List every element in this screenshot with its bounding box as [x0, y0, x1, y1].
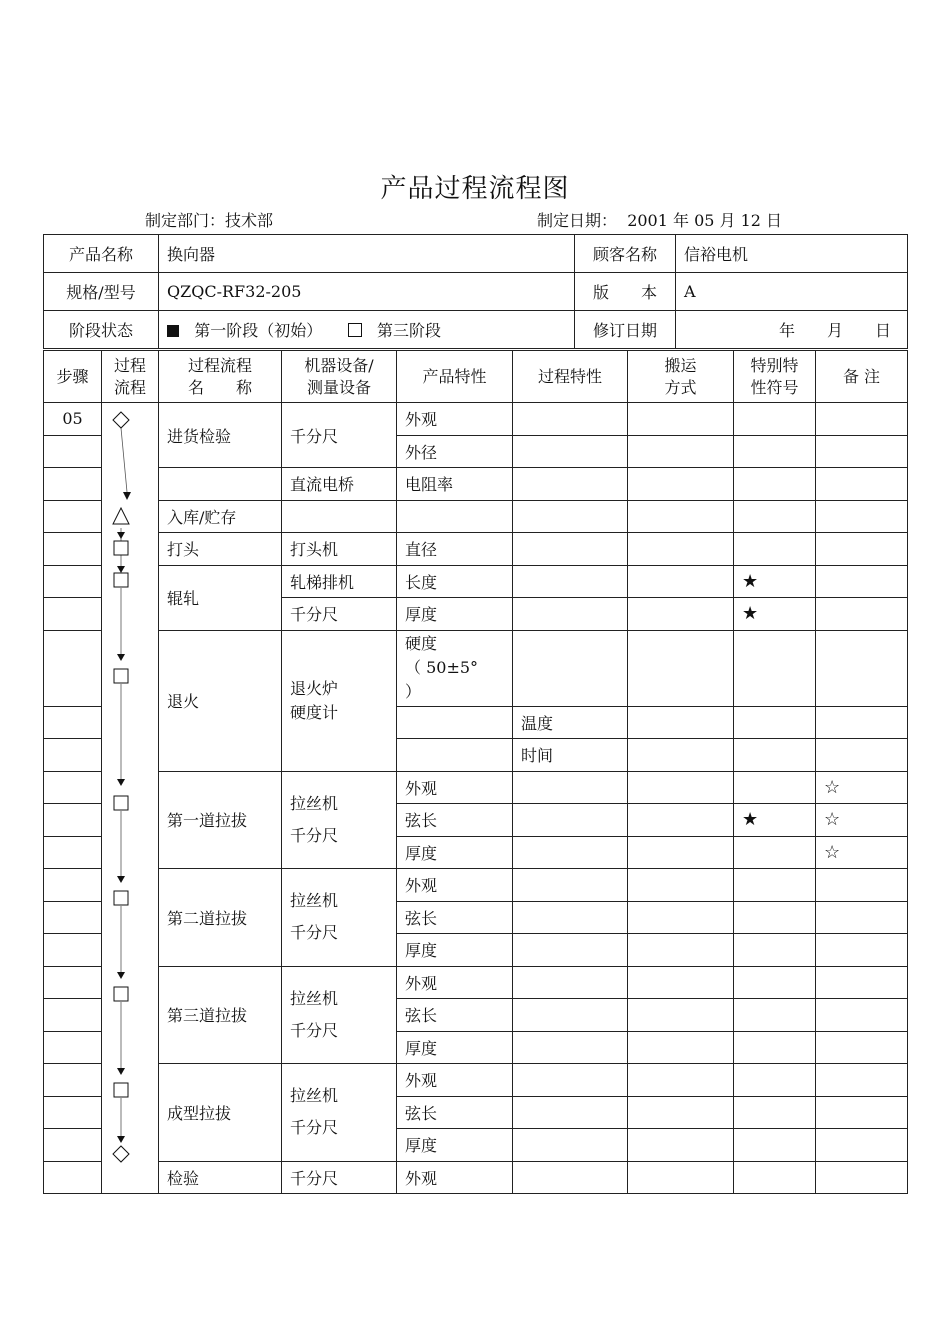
process-char	[513, 468, 628, 501]
equipment: 拉丝机 千分尺	[282, 869, 397, 967]
product-char: 厚度	[397, 598, 513, 631]
remark	[816, 966, 908, 999]
product-char: 厚度	[397, 934, 513, 967]
transport	[628, 739, 734, 772]
step-name: 入库/贮存	[159, 500, 282, 533]
product-char: 外观	[397, 403, 513, 436]
date-value: 2001 年 05 月 12 日	[627, 211, 783, 230]
equipment: 千分尺	[282, 403, 397, 468]
remark-open-star-icon: ☆	[816, 771, 908, 804]
special	[734, 403, 816, 436]
table-row	[44, 1064, 908, 1097]
special	[734, 630, 816, 706]
checked-box-icon	[167, 325, 179, 337]
remark	[816, 901, 908, 934]
process-char	[513, 934, 628, 967]
step-number	[44, 565, 102, 598]
special	[734, 500, 816, 533]
product-name-label: 产品名称	[44, 235, 159, 273]
version-label: 版 本	[575, 273, 676, 311]
transport	[628, 934, 734, 967]
transport	[628, 1161, 734, 1194]
special	[734, 1161, 816, 1194]
step-number	[44, 1064, 102, 1097]
customer-label: 顾客名称	[575, 235, 676, 273]
header-row-product	[44, 235, 908, 273]
table-row	[44, 1161, 908, 1194]
step-number	[44, 500, 102, 533]
product-char: 厚度	[397, 1031, 513, 1064]
step-name: 第二道拉拔	[159, 869, 282, 967]
step-number	[44, 934, 102, 967]
step-name: 退火	[159, 630, 282, 771]
process-char	[513, 1096, 628, 1129]
transport	[628, 999, 734, 1032]
equipment: 拉丝机 千分尺	[282, 1064, 397, 1162]
transport	[628, 403, 734, 436]
table-row	[44, 966, 908, 999]
transport	[628, 836, 734, 869]
transport	[628, 598, 734, 631]
product-char: 外观	[397, 869, 513, 902]
product-char: 弦长	[397, 1096, 513, 1129]
process-char	[513, 869, 628, 902]
table-row	[44, 500, 908, 533]
special	[734, 1064, 816, 1097]
transport	[628, 869, 734, 902]
step-number	[44, 533, 102, 566]
remark	[816, 1161, 908, 1194]
equipment: 拉丝机 千分尺	[282, 966, 397, 1064]
version-value: A	[676, 273, 908, 311]
product-char	[397, 500, 513, 533]
stage-first: 第一阶段（初始）	[194, 321, 323, 340]
flow-column	[102, 403, 159, 1194]
process-char	[513, 1129, 628, 1162]
spec-label: 规格/型号	[44, 273, 159, 311]
remark	[816, 533, 908, 566]
table-row	[44, 468, 908, 501]
step-number	[44, 468, 102, 501]
dept-label: 制定部门：技术部	[145, 211, 274, 230]
product-char: 硬度 （ 50±5° ）	[397, 630, 513, 706]
transport	[628, 771, 734, 804]
process-char	[513, 1161, 628, 1194]
process-char	[513, 836, 628, 869]
special	[734, 1096, 816, 1129]
product-char	[397, 706, 513, 739]
process-char	[513, 403, 628, 436]
remark	[816, 934, 908, 967]
remark	[816, 630, 908, 706]
unchecked-box-icon	[348, 323, 362, 337]
table-row	[44, 771, 908, 804]
product-char: 外径	[397, 435, 513, 468]
table-row	[44, 630, 908, 706]
product-char: 直径	[397, 533, 513, 566]
step-number	[44, 804, 102, 837]
remark	[816, 435, 908, 468]
transport	[628, 1129, 734, 1162]
step-number: 05	[44, 403, 102, 436]
equipment: 千分尺	[282, 598, 397, 631]
process-char	[513, 901, 628, 934]
process-table	[43, 350, 908, 1194]
equipment: 退火炉 硬度计	[282, 630, 397, 771]
step-number	[44, 739, 102, 772]
col-step: 步骤	[44, 351, 102, 403]
special	[734, 836, 816, 869]
process-char: 温度	[513, 706, 628, 739]
step-name: 进货检验	[159, 403, 282, 468]
col-equip: 机器设备/ 测量设备	[282, 351, 397, 403]
step-number	[44, 598, 102, 631]
transport	[628, 533, 734, 566]
transport	[628, 901, 734, 934]
step-number	[44, 836, 102, 869]
col-name: 过程流程 名 称	[159, 351, 282, 403]
remark	[816, 706, 908, 739]
step-number	[44, 771, 102, 804]
product-char: 外观	[397, 1161, 513, 1194]
transport	[628, 1096, 734, 1129]
remark	[816, 1096, 908, 1129]
transport	[628, 966, 734, 999]
product-char: 弦长	[397, 999, 513, 1032]
special	[734, 934, 816, 967]
special	[734, 468, 816, 501]
step-name: 检验	[159, 1161, 282, 1194]
special-star-icon: ★	[734, 598, 816, 631]
equipment: 轧梯排机	[282, 565, 397, 598]
process-char	[513, 1064, 628, 1097]
process-char	[513, 598, 628, 631]
product-char: 长度	[397, 565, 513, 598]
step-number	[44, 630, 102, 706]
product-char: 电阻率	[397, 468, 513, 501]
remark	[816, 999, 908, 1032]
special	[734, 533, 816, 566]
column-header-row	[44, 351, 908, 403]
date-label	[537, 208, 782, 231]
special	[734, 706, 816, 739]
page-title: 产品过程流程图	[380, 174, 570, 204]
product-char: 厚度	[397, 1129, 513, 1162]
col-product-char: 产品特性	[397, 351, 513, 403]
step-number	[44, 1096, 102, 1129]
table-row	[44, 869, 908, 902]
header-table	[43, 234, 908, 349]
step-number	[44, 999, 102, 1032]
special	[734, 739, 816, 772]
step-name	[159, 468, 282, 501]
product-char: 外观	[397, 1064, 513, 1097]
process-char	[513, 533, 628, 566]
stage-value	[159, 311, 575, 349]
transport	[628, 565, 734, 598]
process-char	[513, 771, 628, 804]
remark	[816, 1031, 908, 1064]
revision-date: 年 月 日	[676, 311, 908, 349]
remark	[816, 565, 908, 598]
equipment: 打头机	[282, 533, 397, 566]
remark	[816, 739, 908, 772]
product-char: 弦长	[397, 901, 513, 934]
spec-value: QZQC-RF32-205	[159, 273, 575, 311]
transport	[628, 468, 734, 501]
step-number	[44, 435, 102, 468]
special	[734, 771, 816, 804]
product-char: 外观	[397, 966, 513, 999]
special	[734, 901, 816, 934]
process-char	[513, 630, 628, 706]
date-label-text: 制定日期：	[537, 211, 618, 230]
special	[734, 435, 816, 468]
step-number	[44, 966, 102, 999]
special	[734, 1031, 816, 1064]
header-row-spec	[44, 273, 908, 311]
process-char	[513, 565, 628, 598]
header-row-stage	[44, 311, 908, 349]
stage-third: 第三阶段	[376, 321, 441, 340]
col-process-char: 过程特性	[513, 351, 628, 403]
process-char	[513, 435, 628, 468]
col-special: 特别特 性符号	[734, 351, 816, 403]
process-char	[513, 1031, 628, 1064]
remark	[816, 1064, 908, 1097]
step-number	[44, 869, 102, 902]
table-row	[44, 403, 908, 436]
transport	[628, 435, 734, 468]
customer-value: 信裕电机	[676, 235, 908, 273]
table-row	[44, 565, 908, 598]
special	[734, 1129, 816, 1162]
product-char	[397, 739, 513, 772]
equipment: 千分尺	[282, 1161, 397, 1194]
step-number	[44, 1129, 102, 1162]
remark	[816, 598, 908, 631]
special	[734, 966, 816, 999]
col-flow: 过程 流程	[102, 351, 159, 403]
col-remark: 备 注	[816, 351, 908, 403]
table-row	[44, 533, 908, 566]
remark-open-star-icon: ☆	[816, 804, 908, 837]
product-char: 厚度	[397, 836, 513, 869]
process-char	[513, 500, 628, 533]
step-number	[44, 706, 102, 739]
product-char: 弦长	[397, 804, 513, 837]
product-char: 外观	[397, 771, 513, 804]
step-name: 打头	[159, 533, 282, 566]
equipment: 拉丝机 千分尺	[282, 771, 397, 869]
special-star-icon: ★	[734, 804, 816, 837]
remark	[816, 500, 908, 533]
transport	[628, 1031, 734, 1064]
step-number	[44, 1031, 102, 1064]
transport	[628, 630, 734, 706]
process-char: 时间	[513, 739, 628, 772]
step-number	[44, 1161, 102, 1194]
special	[734, 999, 816, 1032]
step-name: 第三道拉拔	[159, 966, 282, 1064]
equipment: 直流电桥	[282, 468, 397, 501]
step-name: 辊轧	[159, 565, 282, 630]
remark-open-star-icon: ☆	[816, 836, 908, 869]
transport	[628, 500, 734, 533]
remark	[816, 403, 908, 436]
process-char	[513, 966, 628, 999]
transport	[628, 1064, 734, 1097]
process-char	[513, 804, 628, 837]
transport	[628, 804, 734, 837]
remark	[816, 468, 908, 501]
remark	[816, 1129, 908, 1162]
step-number	[44, 901, 102, 934]
remark	[816, 869, 908, 902]
step-name: 成型拉拔	[159, 1064, 282, 1162]
transport	[628, 706, 734, 739]
revision-label: 修订日期	[575, 311, 676, 349]
col-transport: 搬运 方式	[628, 351, 734, 403]
process-char	[513, 999, 628, 1032]
step-name: 第一道拉拔	[159, 771, 282, 869]
equipment	[282, 500, 397, 533]
special	[734, 869, 816, 902]
product-name-value: 换向器	[159, 235, 575, 273]
stage-label: 阶段状态	[44, 311, 159, 349]
special-star-icon: ★	[734, 565, 816, 598]
